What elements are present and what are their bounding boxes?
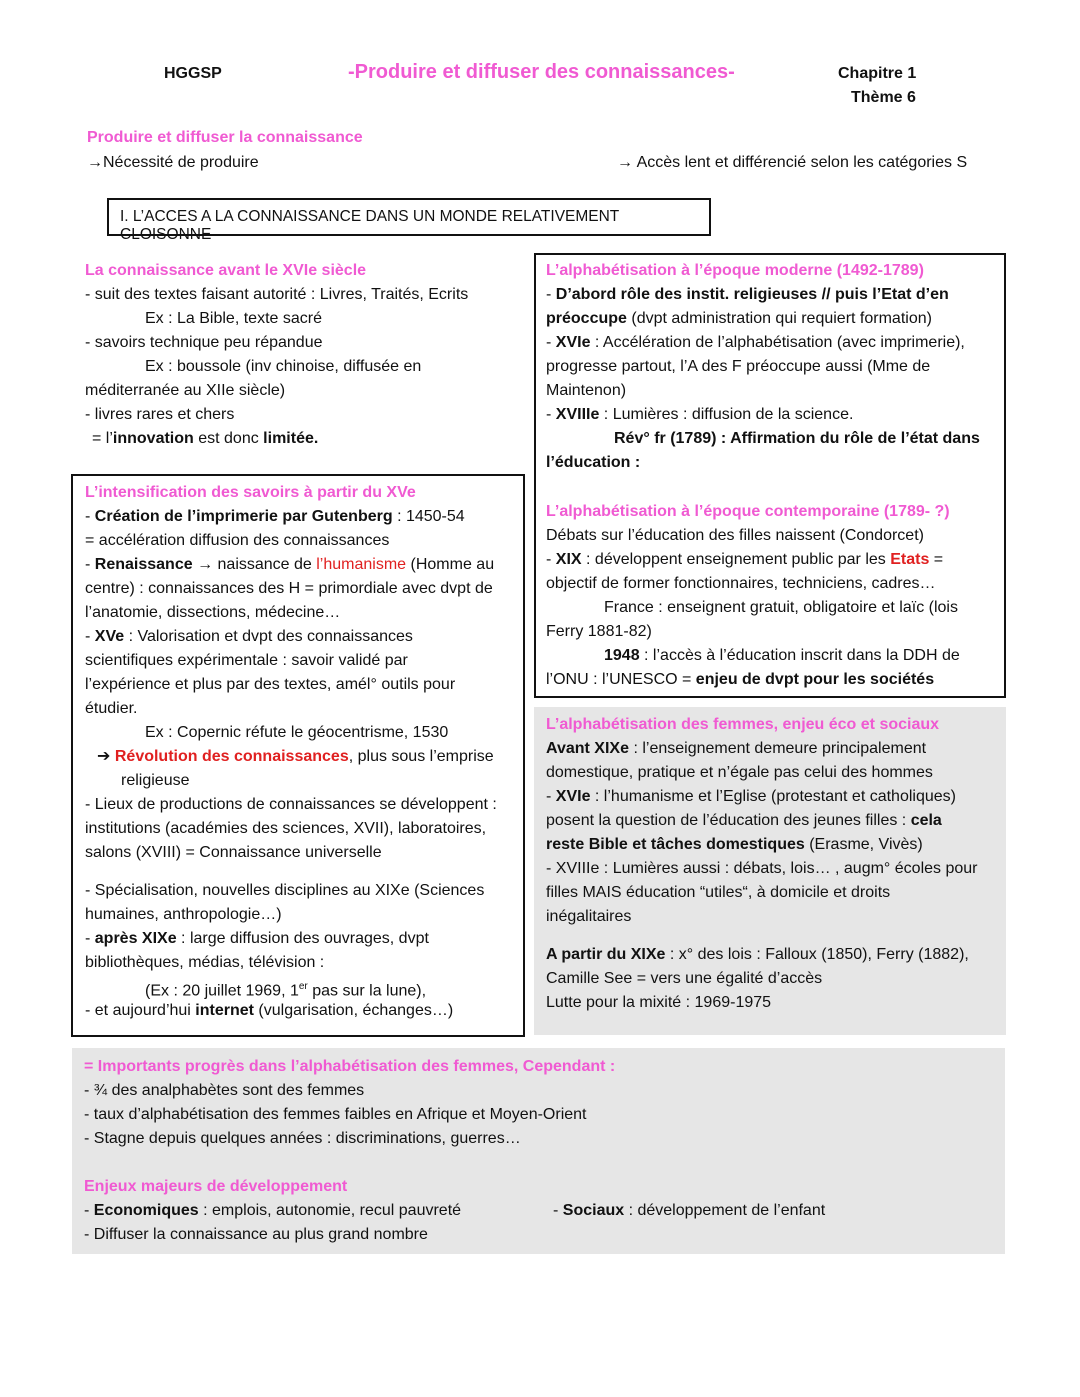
contemp-line: [546, 548, 996, 572]
moderne-line: Rév° fr (1789) : Affirmation du rôle de l’état dans: [614, 430, 980, 447]
text-run: pas sur la lune),: [307, 982, 427, 1000]
text-run: -: [546, 551, 556, 568]
page-title: -Produire et diffuser des connaissances-: [348, 61, 735, 83]
intens-line: Ex : Copernic réfute le géocentrisme, 1530: [145, 724, 449, 741]
text-run: : l’enseignement demeure principalement: [629, 740, 927, 757]
text-run: -: [85, 556, 95, 573]
femmes-line: [546, 785, 1001, 809]
text-run: -: [84, 1202, 94, 1219]
intro-left: [87, 151, 259, 175]
text-run: internet: [195, 1002, 254, 1019]
contemp-line: Ferry 1881-82): [546, 623, 652, 640]
contemp-line: Débats sur l’éducation des filles naissent (Condorcet): [546, 527, 924, 544]
text-run: Avant XIXe: [546, 740, 629, 757]
text-run: l’humanisme: [316, 556, 407, 573]
text-run: XVe: [94, 628, 125, 645]
text-run: - et aujourd’hui: [85, 1002, 196, 1019]
text-run: : développement de l’enfant: [624, 1202, 826, 1219]
text-run: (vulgarisation, échanges…): [253, 1002, 454, 1019]
text-run: → naissance de: [192, 556, 317, 573]
bottom-line: - Diffuser la connaissance au plus grand nombre: [84, 1226, 428, 1243]
contemp-line: [546, 668, 996, 692]
text-run: : Valorisation et dvpt des connaissances: [124, 628, 413, 645]
femmes-line: domestique, pratique et n’égale pas celui des hommes: [546, 764, 933, 781]
intens-line: bibliothèques, médias, télévision :: [85, 954, 325, 971]
text-run: -: [553, 1202, 563, 1219]
text-run: : Lumières : diffusion de la science.: [599, 406, 854, 423]
text-run: : Accélération de l’alphabétisation (avec imprimerie),: [590, 334, 965, 351]
text-run: , plus sous l’emprise: [348, 748, 494, 765]
bottom-line: - taux d’alphabétisation des femmes faibles en Afrique et Moyen-Orient: [84, 1106, 587, 1123]
femmes-heading: L’alphabétisation des femmes, enjeu éco et sociaux: [546, 716, 940, 733]
text-run: XVIe: [555, 334, 591, 351]
enjeux-heading: Enjeux majeurs de développement: [84, 1178, 348, 1195]
femmes-line: Lutte pour la mixité : 1969-1975: [546, 994, 772, 1011]
header-chapter: Chapitre 1: [838, 65, 917, 82]
moderne-line: l’éducation :: [546, 454, 641, 471]
arrow-right-icon: →: [617, 154, 633, 171]
text-run: (dvpt administration qui requiert formation): [626, 310, 932, 327]
intens-line: [85, 505, 521, 529]
moderne-line: [546, 307, 996, 331]
text-run: : x° des lois : Falloux (1850), Ferry (1882),: [665, 946, 969, 963]
avant-line: - savoirs technique peu répandue: [85, 334, 323, 351]
intens-line: salons (XVIII) = Connaissance universelle: [85, 844, 382, 861]
intens-line: [85, 927, 521, 951]
avant-line: Ex : boussole (inv chinoise, diffusée en: [145, 358, 422, 375]
intro-left-text: Nécessité de produire: [103, 154, 259, 171]
bottom-line: - Stagne depuis quelques années : discriminations, guerres…: [84, 1130, 521, 1147]
intens-line: scientifiques expérimentale : savoir validé par: [85, 652, 408, 669]
contemp-line: objectif de former fonctionnaires, techniciens, cadres…: [546, 575, 936, 592]
intens-line: = accélération diffusion des connaissances: [85, 532, 390, 549]
text-run: -: [546, 334, 556, 351]
text-run: D’abord rôle des instit. religieuses // puis l’Etat d’en: [555, 286, 949, 303]
moderne-line: [546, 283, 996, 307]
intens-line: l’anatomie, dissections, médecine…: [85, 604, 341, 621]
arrow-right-icon: ➔: [97, 748, 111, 765]
intens-line: [85, 975, 521, 999]
avant-line: - livres rares et chers: [85, 406, 235, 423]
text-run: reste Bible et tâches domestiques: [546, 836, 805, 853]
text-run: (Erasme, Vivès): [804, 836, 923, 853]
moderne-line: progresse partout, l’A des F préoccupe aussi (Mme de: [546, 358, 931, 375]
text-run: : développent enseignement public par les: [581, 551, 891, 568]
avant-line: Ex : La Bible, texte sacré: [145, 310, 322, 327]
text-run: XVIe: [555, 788, 591, 805]
text-run: Renaissance: [94, 556, 193, 573]
contemp-block: [546, 500, 996, 692]
femmes-line: - XVIIIe : Lumières aussi : débats, lois… , augm° écoles pour: [546, 860, 978, 877]
bottom-heading: = Importants progrès dans l’alphabétisation des femmes, Cependant :: [84, 1058, 616, 1075]
text-run: cela: [910, 812, 942, 829]
text-run: XIX: [555, 551, 582, 568]
text-run: A partir du XIXe: [546, 946, 666, 963]
bottom-block: [84, 1055, 984, 1247]
text-run: : 1450-54: [392, 508, 465, 525]
intens-line: [85, 745, 521, 769]
avant-heading: La connaissance avant le XVIe siècle: [85, 262, 367, 279]
text-run: (Ex : 20 juillet 1969, 1: [145, 982, 299, 1000]
text-run: l’ONU : l’UNESCO =: [546, 671, 696, 688]
moderne-line: [546, 403, 996, 427]
arrow-right-icon: →: [87, 154, 103, 171]
intro-right-text: Accès lent et différencié selon les catégories S: [636, 154, 968, 171]
text-run: Révolution des connaissances: [114, 748, 349, 765]
text-run: -: [546, 406, 556, 423]
text-run: innovation: [112, 430, 194, 447]
avant-line: - suit des textes faisant autorité : Livres, Traités, Ecrits: [85, 286, 469, 303]
femmes-line: [546, 809, 1001, 833]
text-run: : emplois, autonomie, recul pauvreté: [198, 1202, 462, 1219]
femmes-line: [546, 943, 1001, 967]
contemp-line: [546, 644, 996, 668]
intens-line: humaines, anthropologie…): [85, 906, 282, 923]
text-run: 1948: [604, 647, 640, 664]
text-run: -: [85, 628, 95, 645]
sociaux-line: [553, 1199, 825, 1223]
intens-heading: L’intensification des savoirs à partir du XVe: [85, 484, 416, 501]
text-run: est donc: [193, 430, 264, 447]
text-run: : large diffusion des ouvrages, dvpt: [176, 930, 429, 947]
intens-line: [85, 625, 521, 649]
femmes-block: [546, 713, 1001, 1015]
intens-line: centre) : connaissances des H = primordiale avec dvpt de: [85, 580, 493, 597]
intensification-block: [85, 481, 521, 1023]
text-run: -: [546, 286, 556, 303]
text-run: (Homme au: [406, 556, 495, 573]
femmes-line: [546, 833, 1001, 857]
intens-line: religieuse: [121, 772, 190, 789]
bottom-line: [84, 1199, 984, 1223]
text-run: -: [85, 508, 95, 525]
text-run: Création de l’imprimerie par Gutenberg: [94, 508, 393, 525]
intro-right: [617, 151, 967, 175]
avant-block: [85, 259, 525, 451]
avant-line: méditerranée au XIIe siècle): [85, 382, 286, 399]
text-run: préoccupe: [546, 310, 627, 327]
intens-line: l’expérience et plus par des textes, amél° outils pour: [85, 676, 456, 693]
intens-line: institutions (académies des sciences, XVII), laboratoires,: [85, 820, 487, 837]
text-run: -: [546, 788, 556, 805]
avant-line: [85, 427, 525, 451]
header-subject: HGGSP: [164, 65, 222, 82]
moderne-line: Maintenon): [546, 382, 627, 399]
intro-heading: Produire et diffuser la connaissance: [87, 129, 363, 146]
intens-line: - Lieux de productions de connaissances se développent :: [85, 796, 497, 813]
intens-line: [85, 553, 521, 577]
section-title-box: [107, 198, 711, 243]
intens-line: - Spécialisation, nouvelles disciplines au XIXe (Sciences: [85, 882, 485, 899]
contemp-line: France : enseignent gratuit, obligatoire et laïc (lois: [604, 599, 958, 616]
moderne-block: [546, 259, 996, 475]
contemp-heading: L’alphabétisation à l’époque contemporaine (1789- ?): [546, 503, 950, 520]
text-run: limitée.: [263, 430, 319, 447]
femmes-line: inégalitaires: [546, 908, 632, 925]
text-run: : l’humanisme et l’Eglise (protestant et catholiques): [590, 788, 956, 805]
text-run: enjeu de dvpt pour les sociétés: [695, 671, 935, 688]
moderne-heading: L’alphabétisation à l’époque moderne (1492-1789): [546, 262, 924, 279]
moderne-line: [546, 331, 996, 355]
femmes-line: [546, 737, 1001, 761]
bottom-line: - ¾ des analphabètes sont des femmes: [84, 1082, 365, 1099]
intens-line: étudier.: [85, 700, 138, 717]
text-run: Etats: [890, 551, 930, 568]
text-run: = l’: [92, 430, 113, 447]
text-run: -: [85, 930, 95, 947]
femmes-line: Camille See = vers une égalité d’accès: [546, 970, 823, 987]
text-run: après XIXe: [94, 930, 177, 947]
text-run: XVIIIe: [555, 406, 600, 423]
text-run: =: [929, 551, 944, 568]
femmes-line: filles MAIS éducation “utiles“, à domicile et droits: [546, 884, 891, 901]
section-title: I. L’ACCES A LA CONNAISSANCE DANS UN MONDE RELATIVEMENT CLOISONNE: [120, 208, 619, 243]
text-run: : l’accès à l’éducation inscrit dans la DDH de: [639, 647, 960, 664]
intens-line: [85, 999, 521, 1023]
header-theme: Thème 6: [851, 89, 916, 106]
text-run: posent la question de l’éducation des jeunes filles :: [546, 812, 911, 829]
text-run: Sociaux: [562, 1202, 625, 1219]
text-run: Economiques: [93, 1202, 199, 1219]
text-run: er: [298, 981, 308, 992]
